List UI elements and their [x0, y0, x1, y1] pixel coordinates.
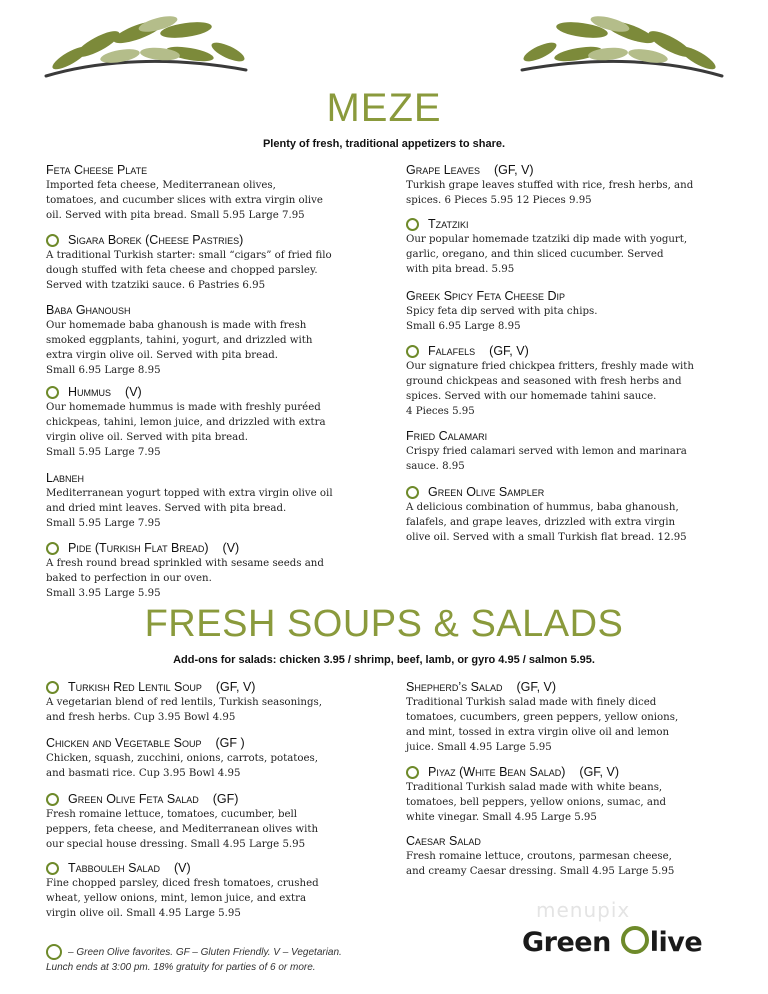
item-name-row [46, 162, 323, 178]
soups-salads-title: FRESH SOUPS & SALADS [144, 603, 624, 645]
item-name: Hummus [68, 385, 112, 399]
menu-item-shepherds-salad [406, 679, 678, 755]
meze-subtitle: Plenty of fresh, traditional appetizers to share. [262, 138, 506, 150]
item-name: Pide (Turkish Flat Bread) [68, 541, 209, 555]
item-description-line: Crispy fried calamari served with lemon and marinara [406, 446, 687, 457]
item-name: Chicken and Vegetable Soup [46, 736, 202, 750]
item-diet-tag: (GF, V) [489, 344, 529, 358]
item-description-line: Small 3.95 Large 5.95 [46, 588, 161, 599]
item-name: Falafels [428, 344, 476, 358]
green-olive-logo [522, 926, 702, 958]
item-description-line: our special house dressing. Small 4.95 Large 5.95 [46, 839, 306, 850]
item-name: Shepherd’s Salad [406, 680, 503, 694]
item-name: Feta Cheese Plate [46, 163, 148, 177]
item-name-row [406, 833, 674, 849]
item-description-line: Fresh romaine lettuce, croutons, parmesan cheese, [406, 851, 672, 862]
item-description-line: white vinegar. Small 4.95 Large 5.95 [406, 812, 597, 823]
olive-favorite-icon [46, 793, 59, 806]
item-description-line: A vegetarian blend of red lentils, Turkish seasonings, [46, 697, 322, 708]
item-description-line: peppers, feta cheese, and Mediterranean olives with [46, 824, 319, 835]
item-description-line: spices. Served with our homemade tahini sauce. [406, 391, 657, 402]
item-name-row [46, 540, 324, 556]
item-description-line: wheat, yellow onions, mint, lemon juice, and extra [46, 893, 307, 904]
item-description-line: virgin olive oil. Served with pita bread. [46, 432, 248, 443]
item-description-line: chickpeas, tahini, lemon juice, and drizzled with extra [46, 417, 326, 428]
logo-text-2: live [649, 927, 703, 958]
item-description-line: oil. Served with pita bread. Small 5.95 Large 7.95 [46, 210, 305, 221]
item-description [406, 444, 687, 474]
item-description-line: Small 5.95 Large 7.95 [46, 518, 161, 529]
olive-favorite-icon [46, 234, 59, 247]
item-description-line: Chicken, squash, zucchini, onions, carrots, potatoes, [46, 753, 319, 764]
item-name-row [46, 302, 312, 318]
menu-item-piyaz [406, 764, 666, 825]
item-description [46, 807, 318, 852]
item-description-line: Fresh romaine lettuce, tomatoes, cucumber, bell [46, 809, 298, 820]
item-name: Baba Ghanoush [46, 303, 131, 317]
meze-title: MEZE [326, 86, 442, 130]
item-description-line: garlic, oregano, and thin sliced cucumber. Served [406, 249, 664, 260]
menu-item-chicken-vegetable-soup [46, 735, 318, 781]
item-description-line: Small 6.95 Large 8.95 [46, 365, 161, 376]
menu-item-turkish-red-lentil-soup [46, 679, 322, 725]
item-description [46, 695, 322, 725]
item-description [406, 232, 687, 277]
item-name-row [406, 162, 693, 178]
item-description [46, 248, 332, 293]
item-diet-tag: (V) [222, 541, 240, 555]
item-description-line: Small 5.95 Large 7.95 [46, 447, 161, 458]
item-description-line: Our popular homemade tzatziki dip made with yogurt, [406, 234, 688, 245]
item-name-row [46, 384, 326, 400]
olive-branch-right-icon [518, 14, 728, 86]
menu-item-falafels [406, 343, 694, 419]
item-description-line: and fresh herbs. Cup 3.95 Bowl 4.95 [46, 712, 236, 723]
item-description-line: Fine chopped parsley, diced fresh tomatoes, crushed [46, 878, 319, 889]
item-diet-tag: (V) [125, 385, 142, 399]
item-diet-tag: (GF, V) [516, 680, 557, 694]
item-description [406, 500, 687, 545]
item-name-row [46, 791, 318, 807]
item-name: Green Olive Feta Salad [68, 792, 199, 806]
item-description [406, 780, 666, 825]
item-name: Caesar Salad [406, 834, 481, 848]
item-name-row [46, 232, 332, 248]
item-description-line: tomatoes, bell peppers, yellow onions, sumac, and [406, 797, 667, 808]
item-description-line: Our homemade hummus is made with freshly puréed [46, 402, 321, 413]
item-description-line: Small 6.95 Large 8.95 [406, 321, 521, 332]
olive-favorite-icon [46, 862, 59, 875]
olive-icon [46, 944, 62, 960]
menu-item-sigara-borek [46, 232, 332, 293]
item-name-row [406, 216, 687, 232]
item-description-line: smoked eggplants, tahini, yogurt, and drizzled with [46, 335, 313, 346]
item-description [46, 876, 319, 921]
item-description-line: A fresh round bread sprinkled with sesame seeds and [46, 558, 324, 569]
item-description-line: A delicious combination of hummus, baba ghanoush, [406, 502, 679, 513]
footer-legend [46, 944, 342, 960]
item-diet-tag: (GF, V) [215, 680, 256, 694]
item-name-row [46, 679, 322, 695]
footer-lunch-note: Lunch ends at 3:00 pm. 18% gratuity for parties of 6 or more. [46, 962, 316, 973]
olive-favorite-icon [46, 681, 59, 694]
item-name-row [46, 735, 318, 751]
olive-logo-icon [621, 926, 649, 954]
item-description-line: and basmati rice. Cup 3.95 Bowl 4.95 [46, 768, 241, 779]
item-description-line: Turkish grape leaves stuffed with rice, fresh herbs, and [406, 180, 694, 191]
item-description-line: Our homemade baba ghanoush is made with fresh [46, 320, 307, 331]
menu-item-grape-leaves [406, 162, 693, 208]
item-diet-tag: (GF, V) [494, 163, 534, 177]
item-name: Grape Leaves [406, 163, 481, 177]
item-name: Tzatziki [428, 217, 469, 231]
menu-item-pide [46, 540, 324, 601]
item-description [406, 849, 674, 879]
watermark: menupix [536, 898, 631, 922]
olive-favorite-icon [406, 486, 419, 499]
item-description-line: juice. Small 4.95 Large 5.95 [406, 742, 552, 753]
olive-favorite-icon [406, 766, 419, 779]
item-description-line: Our signature fried chickpea fritters, freshly made with [406, 361, 694, 372]
menu-item-green-olive-sampler [406, 484, 687, 545]
menu-item-labneh [46, 470, 333, 531]
item-name-row [406, 343, 694, 359]
item-description-line: spices. 6 Pieces 5.95 12 Pieces 9.95 [406, 195, 592, 206]
item-diet-tag: (V) [173, 861, 191, 875]
item-name-row [46, 470, 333, 486]
item-name: Piyaz (White Bean Salad) [428, 765, 566, 779]
item-description [46, 486, 333, 531]
olive-favorite-icon [46, 386, 59, 399]
item-description-line: and dried mint leaves. Served with pita bread. [46, 503, 287, 514]
item-description-line: ground chickpeas and seasoned with fresh herbs and [406, 376, 682, 387]
item-name-row [406, 764, 666, 780]
item-description-line: Traditional Turkish salad made with finely diced [406, 697, 657, 708]
item-name: Tabbouleh Salad [68, 861, 160, 875]
item-name-row [406, 484, 687, 500]
item-description [46, 751, 318, 781]
item-description [406, 304, 597, 334]
item-name-row [46, 860, 319, 876]
item-name-row [406, 428, 687, 444]
item-description-line: Traditional Turkish salad made with white beans, [406, 782, 663, 793]
logo-text-1: Green [522, 927, 620, 958]
menu-item-greek-spicy-feta-dip [406, 288, 597, 334]
menu-item-caesar-salad [406, 833, 674, 879]
item-name: Green Olive Sampler [428, 485, 545, 499]
item-description-line: virgin olive oil. Small 4.95 Large 5.95 [46, 908, 241, 919]
item-description-line: Served with tzatziki sauce. 6 Pastries 6.95 [46, 280, 266, 291]
item-description-line: olive oil. Served with a small Turkish flat bread. 12.95 [406, 532, 687, 543]
menu-item-tzatziki [406, 216, 687, 277]
item-description-line: Mediterranean yogurt topped with extra virgin olive oil [46, 488, 333, 499]
item-name: Fried Calamari [406, 429, 488, 443]
item-description [406, 695, 678, 755]
item-description-line: Spicy feta dip served with pita chips. [406, 306, 598, 317]
item-diet-tag: (GF ) [215, 736, 245, 750]
item-description [406, 359, 694, 419]
menu-item-tabbouleh-salad [46, 860, 319, 921]
item-name: Sigara Borek (Cheese Pastries) [68, 233, 244, 247]
menu-item-green-olive-feta-salad [46, 791, 318, 852]
item-description-line: 4 Pieces 5.95 [406, 406, 475, 417]
item-diet-tag: (GF, V) [579, 765, 620, 779]
menu-item-baba-ghanoush [46, 302, 312, 378]
item-name: Turkish Red Lentil Soup [68, 680, 202, 694]
olive-branch-left-icon [40, 14, 250, 86]
item-description-line: baked to perfection in our oven. [46, 573, 212, 584]
item-name: Greek Spicy Feta Cheese Dip [406, 289, 566, 303]
item-name-row [406, 679, 678, 695]
menu-item-hummus [46, 384, 326, 460]
soups-salads-subtitle: Add-ons for salads: chicken 3.95 / shrimp, beef, lamb, or gyro 4.95 / salmon 5.95. [173, 654, 595, 666]
item-description [46, 400, 326, 460]
item-name-row [406, 288, 597, 304]
item-name: Labneh [46, 471, 84, 485]
item-description-line: extra virgin olive oil. Served with pita bread. [46, 350, 279, 361]
olive-favorite-icon [46, 542, 59, 555]
item-description-line: dough stuffed with feta cheese and chopped parsley. [46, 265, 318, 276]
menu-item-fried-calamari [406, 428, 687, 474]
item-description-line: tomatoes, cucumbers, green peppers, yellow onions, [406, 712, 679, 723]
footer-legend-text: – Green Olive favorites. GF – Gluten Friendly. V – Vegetarian. [68, 946, 342, 958]
item-description-line: Imported feta cheese, Mediterranean olives, [46, 180, 276, 191]
item-description [46, 318, 312, 378]
item-diet-tag: (GF) [212, 792, 239, 806]
item-description-line: with pita bread. 5.95 [406, 264, 515, 275]
item-description-line: sauce. 8.95 [406, 461, 465, 472]
item-description [46, 178, 323, 223]
olive-favorite-icon [406, 345, 419, 358]
olive-favorite-icon [406, 218, 419, 231]
item-description-line: A traditional Turkish starter: small “cigars” of fried filo [46, 250, 332, 261]
item-description [46, 556, 324, 601]
menu-item-feta-cheese-plate [46, 162, 323, 223]
item-description-line: and mint, tossed in extra virgin olive oil and lemon [406, 727, 670, 738]
item-description-line: tomatoes, and cucumber slices with extra virgin olive [46, 195, 323, 206]
item-description [406, 178, 693, 208]
item-description-line: and creamy Caesar dressing. Small 4.95 Large 5.95 [406, 866, 675, 877]
item-description-line: falafels, and grape leaves, drizzled with extra virgin [406, 517, 676, 528]
